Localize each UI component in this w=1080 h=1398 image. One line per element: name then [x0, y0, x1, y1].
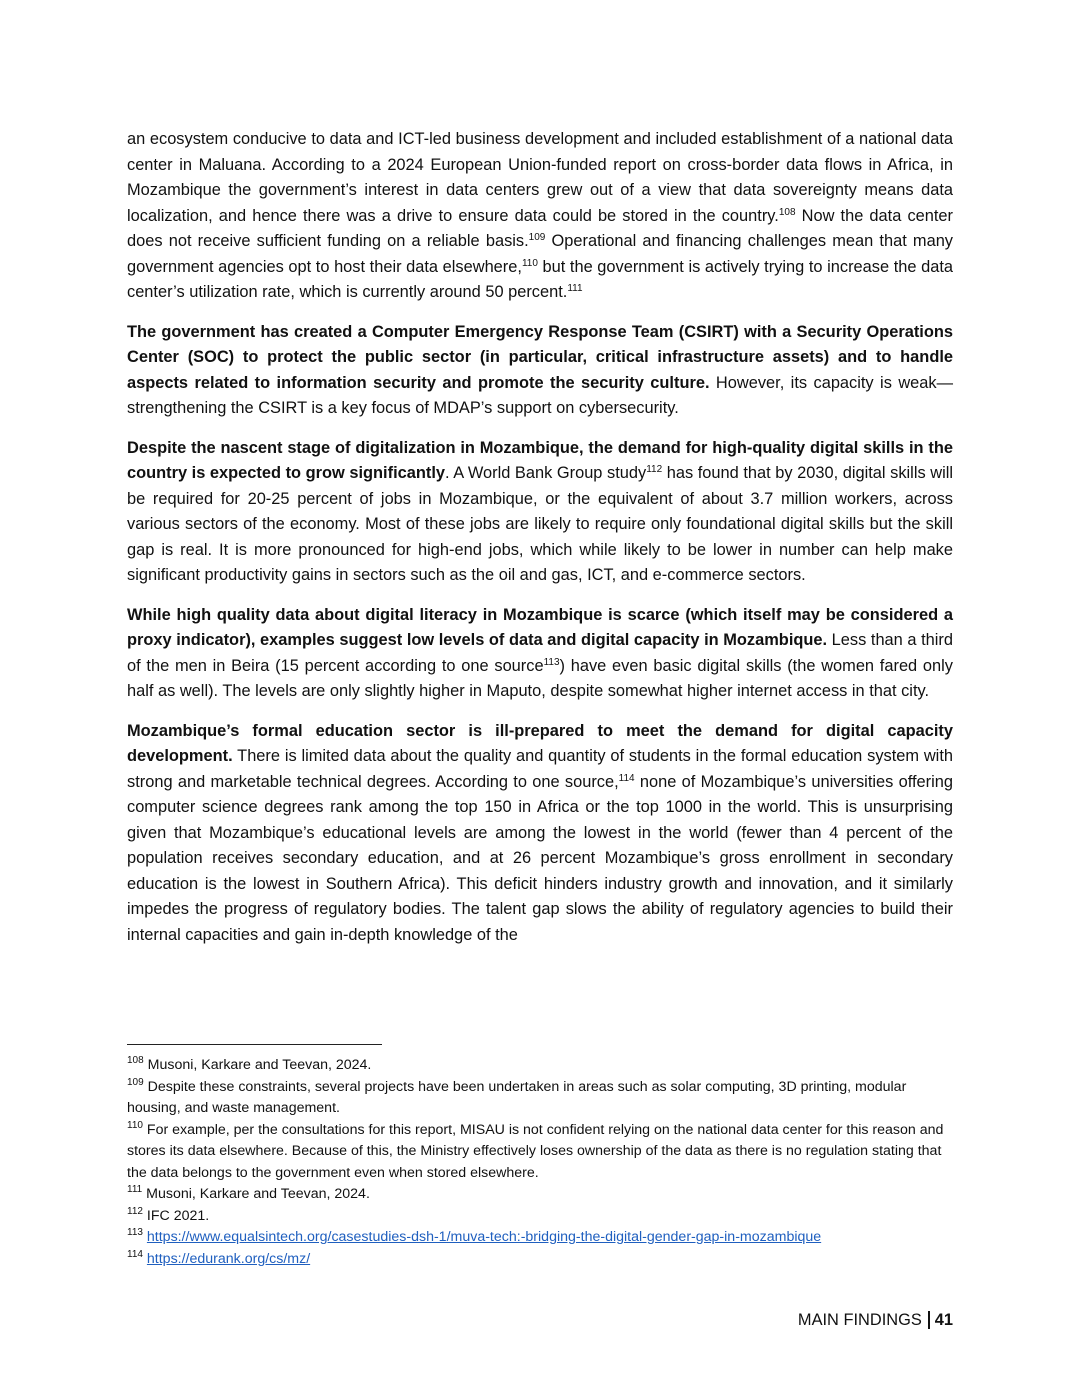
paragraph — [127, 436, 953, 589]
bold-lead: The government has created a Computer Emergency Response Team (CSIRT) with a Security Operations Center (SOC) to protect the public sector (in particular, critical infrastructure assets) and to handle aspects related to information security and promote the security culture. — [127, 322, 953, 392]
footnote-ref: 114 — [618, 772, 635, 784]
text-run: Operational and financing challenges mean that many government agencies opt to host their data elsewhere, — [127, 232, 954, 276]
footnote-ref: 110 — [521, 257, 538, 269]
footnote-number: 113 — [127, 1227, 143, 1238]
footnote-number: 109 — [127, 1076, 144, 1088]
footnote-number: 114 — [127, 1248, 143, 1260]
footer-section: MAIN FINDINGS — [797, 1311, 922, 1329]
footnote-text: For example, per the consultations for this report, MISAU is not confident relying on the national data center for this reason and stores its data elsewhere. Because of this, the Ministry effectively loses ownership of the data as there is no regulation stating that the data belongs to the government even when stored elsewhere. — [127, 1121, 944, 1181]
footnote-ref: 111 — [567, 283, 583, 294]
text-run: Now the data center does not receive sufficient funding on a reliable basis. — [127, 206, 954, 250]
footnote-ref: 108 — [778, 206, 796, 218]
footnote — [127, 1077, 953, 1120]
footnote-ref: 113 — [543, 656, 560, 668]
page-number: 41 — [928, 1311, 953, 1329]
footnote-number: 108 — [127, 1055, 144, 1066]
footnotes — [127, 1055, 953, 1270]
footnote-number: 110 — [127, 1119, 143, 1131]
footnote-separator — [127, 1044, 382, 1045]
bold-lead: While high quality data about digital literacy in Mozambique is scarce (which itself may be considered a proxy indicator), examples suggest low levels of data and digital capacity in Mozambique. — [127, 605, 953, 649]
footnote-ref: 109 — [528, 232, 546, 243]
text-run: none of Mozambique’s universities offering computer science degrees rank among the top 150 in Africa or the top 1000 in the world. This is unsurprising given that Mozambique’s educational levels are among the lowest in the world (fewer than 4 percent of the population receives secondary education, and at 26 percent Mozambique’s gross enrollment in secondary education is the lowest in Southern Africa). This deficit hinders industry growth and innovation, and it similarly impedes the progress of regulatory bodies. The talent gap slows the ability of regulatory agencies to build their internal capacities and gain in-depth knowledge of the — [127, 772, 954, 944]
footnote — [127, 1184, 953, 1206]
text-run: but the government is actively trying to increase the data center’s utilization rate, which is currently around 50 percent. — [127, 257, 954, 301]
bold-lead: Mozambique’s formal education sector is ill-prepared to meet the demand for digital capacity development. — [127, 721, 953, 765]
footnote-link[interactable]: https://edurank.org/cs/mz/ — [146, 1250, 311, 1267]
paragraph — [127, 127, 953, 306]
text-run: an ecosystem conducive to data and ICT-led business development and included establishment of a national data center in Maluana. According to a 2024 European Union-funded report on cross-border data flows in Africa, in Mozambique the government’s interest in data centers grew out of a view that data sovereignty means data localization, and hence there was a drive to ensure data could be stored in the country. — [127, 130, 953, 225]
text-run: . A World Bank Group study — [445, 464, 647, 482]
footnote-text: Musoni, Karkare and Teevan, 2024. — [146, 1186, 370, 1202]
footnote-text: Musoni, Karkare and Teevan, 2024. — [147, 1057, 372, 1073]
footnote-number: 112 — [127, 1205, 143, 1217]
footnote-text: Despite these constraints, several projects have been undertaken in areas such as solar computing, 3D printing, modular housing, and waste management. — [127, 1078, 907, 1116]
paragraph — [127, 603, 953, 705]
text-run: ) have even basic digital skills (the women fared only half as well). The levels are only slightly higher in Maputo, despite somewhat higher internet access in that city. — [127, 656, 953, 700]
footnote-ref: 112 — [646, 464, 663, 475]
paragraph — [127, 320, 953, 422]
footnote — [127, 1249, 953, 1271]
body-text — [127, 127, 953, 962]
page-footer — [798, 1311, 953, 1330]
footnote — [127, 1227, 953, 1249]
paragraph — [127, 719, 953, 949]
footnote — [127, 1206, 953, 1228]
text-run: However, its capacity is weak—strengthening the CSIRT is a key focus of MDAP’s support on cybersecurity. — [127, 373, 953, 417]
footnote — [127, 1055, 953, 1077]
footnote — [127, 1120, 953, 1185]
footnote-number: 111 — [127, 1184, 143, 1195]
text-run: There is limited data about the quality and quantity of students in the formal education system with strong and marketable technical degrees. According to one source, — [127, 747, 953, 791]
bold-lead: Despite the nascent stage of digitalization in Mozambique, the demand for high-quality digital skills in the country is expected to grow significantly — [127, 438, 953, 482]
footnote-text: IFC 2021. — [146, 1207, 210, 1224]
text-run: Less than a third of the men in Beira (15 percent according to one source — [127, 631, 953, 675]
footnote-link[interactable]: https://www.equalsintech.org/casestudies-dsh-1/muva-tech:-bridging-the-digital-gender-gap-in-mozambique — [146, 1229, 822, 1245]
text-run: has found that by 2030, digital skills will be required for 20-25 percent of jobs in Mozambique, or the equivalent of about 3.7 million workers, across various sectors of the economy. Most of these jobs are likely to require only foundational digital skills but the skill gap is real. It is more pronounced for high-end jobs, which while likely to be lower in number can help make significant productivity gains in sectors such as the oil and gas, ICT, and e-commerce sectors. — [127, 464, 954, 584]
